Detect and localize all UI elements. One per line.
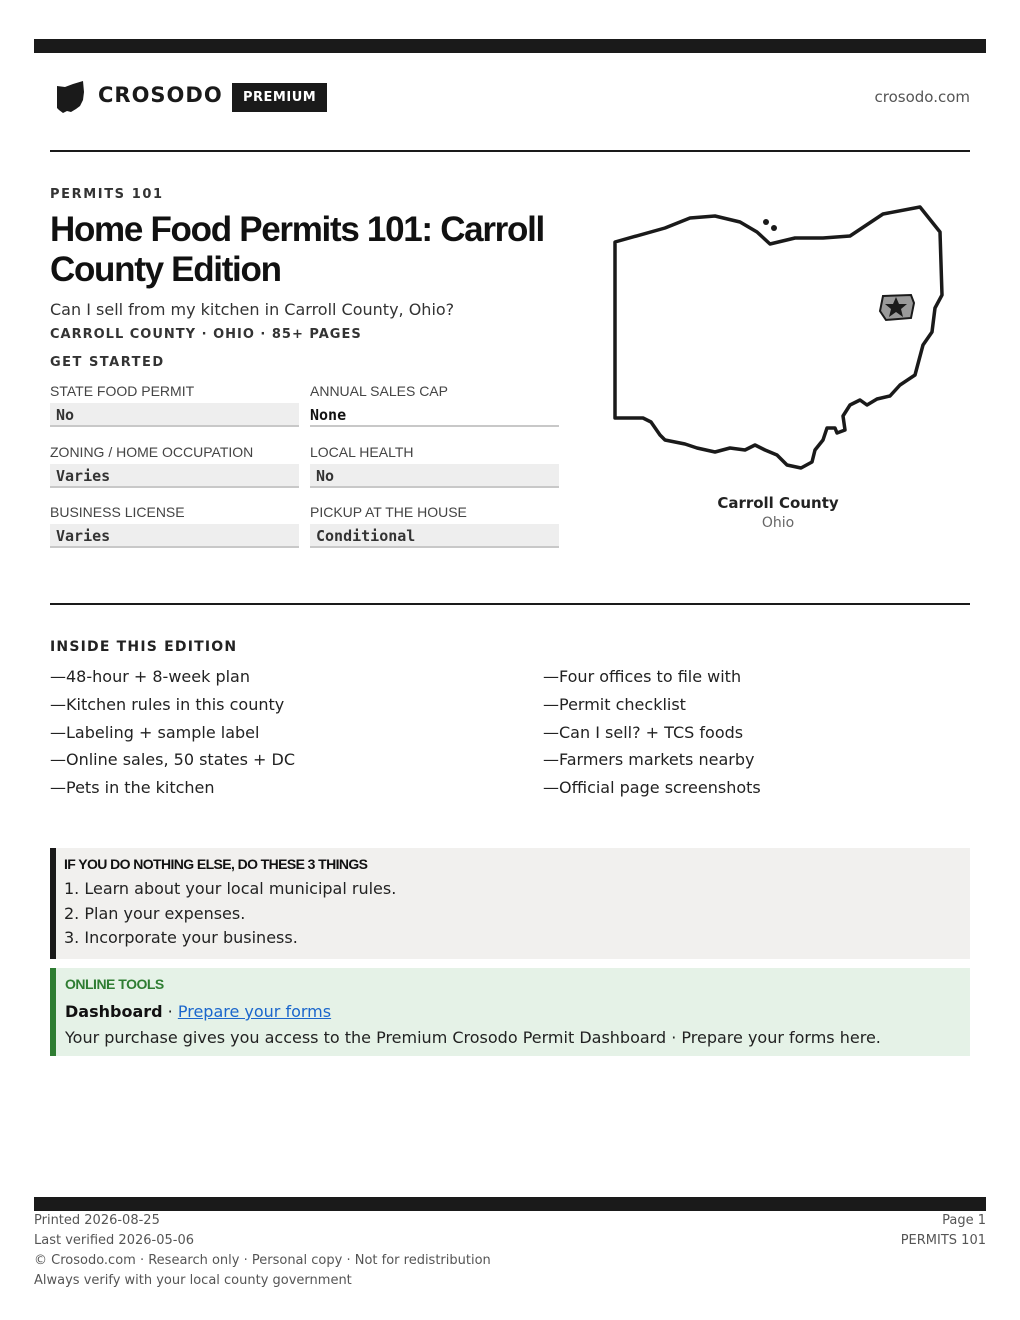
ohio-state-icon bbox=[55, 80, 85, 114]
tools-links-line bbox=[65, 1001, 970, 1027]
fact-value: Conditional bbox=[310, 524, 559, 548]
callout-title: IF YOU DO NOTHING ELSE, DO THESE 3 THINGS bbox=[64, 856, 368, 872]
fact-pickup-at-house bbox=[310, 503, 559, 555]
page-number: Page 1 bbox=[942, 1213, 986, 1228]
separator: · bbox=[162, 1002, 178, 1021]
fact-label: BUSINESS LICENSE bbox=[50, 504, 185, 520]
fact-label: STATE FOOD PERMIT bbox=[50, 383, 195, 399]
fact-zoning bbox=[50, 443, 299, 495]
verified-date: Last verified 2026-05-06 bbox=[34, 1233, 194, 1248]
toc-item: —Can I sell? + TCS foods bbox=[543, 722, 744, 742]
toc-item: —Online sales, 50 states + DC bbox=[50, 750, 296, 770]
fact-label: PICKUP AT THE HOUSE bbox=[310, 504, 467, 520]
fact-annual-sales-cap bbox=[310, 382, 559, 434]
header-divider bbox=[50, 150, 970, 152]
page-header bbox=[50, 78, 970, 118]
map-county-label: Carroll County bbox=[717, 494, 839, 512]
page-subtitle: Can I sell from my kitchen in Carroll County, Ohio? bbox=[50, 300, 455, 319]
section-divider bbox=[50, 603, 970, 605]
callout-item: 1. Learn about your local municipal rules. bbox=[64, 879, 397, 898]
fact-state-food-permit bbox=[50, 382, 299, 434]
dashboard-label: Dashboard bbox=[65, 1002, 163, 1021]
ohio-map bbox=[605, 200, 950, 480]
lake-island bbox=[763, 219, 769, 225]
toc-left-column bbox=[50, 665, 490, 804]
toc-item: —Permit checklist bbox=[543, 694, 686, 714]
priority-callout bbox=[50, 848, 970, 959]
disclaimer: Always verify with your local county government bbox=[34, 1273, 352, 1288]
toc-item: —Pets in the kitchen bbox=[50, 778, 215, 798]
toc-item: —Four offices to file with bbox=[543, 667, 742, 686]
fact-value: Varies bbox=[50, 524, 299, 548]
fact-business-license bbox=[50, 503, 299, 555]
prepare-forms-link[interactable]: Prepare your forms bbox=[177, 1002, 332, 1021]
fact-label: ZONING / HOME OCCUPATION bbox=[50, 444, 254, 460]
copyright: © Crosodo.com · Research only · Personal copy · Not for redistribution bbox=[34, 1253, 491, 1268]
footer-right bbox=[901, 1211, 986, 1251]
top-bar bbox=[34, 39, 986, 53]
callout-item: 3. Incorporate your business. bbox=[64, 928, 298, 947]
kicker: PERMITS 101 bbox=[50, 187, 164, 202]
footer-left bbox=[34, 1211, 491, 1291]
lake-island bbox=[771, 225, 777, 231]
inside-edition-title: INSIDE THIS EDITION bbox=[50, 639, 238, 655]
fact-value: Varies bbox=[50, 464, 299, 488]
callout-item: 2. Plan your expenses. bbox=[64, 903, 246, 923]
tools-description: Your purchase gives you access to the Premium Crosodo Permit Dashboard · Prepare your forms here. bbox=[65, 1028, 881, 1047]
fact-label: LOCAL HEALTH bbox=[310, 444, 414, 460]
footer-section: PERMITS 101 bbox=[900, 1233, 986, 1248]
toc-item: —Labeling + sample label bbox=[50, 722, 260, 742]
fact-value: No bbox=[310, 464, 559, 488]
map-state-label: Ohio bbox=[761, 515, 795, 531]
tools-title: ONLINE TOOLS bbox=[65, 976, 164, 992]
toc-right-column bbox=[543, 665, 983, 804]
fact-value: No bbox=[50, 403, 299, 427]
brand-name[interactable]: CROSODO bbox=[98, 83, 223, 107]
toc-item: —Official page screenshots bbox=[543, 778, 761, 798]
fact-local-health bbox=[310, 443, 559, 495]
premium-badge: PREMIUM bbox=[232, 83, 327, 112]
printed-date: Printed 2026-08-25 bbox=[34, 1213, 160, 1228]
section-label-get-started: GET STARTED bbox=[50, 355, 165, 370]
toc-item: —48-hour + 8-week plan bbox=[50, 667, 250, 686]
fact-label: ANNUAL SALES CAP bbox=[310, 383, 448, 399]
page-title: Home Food Permits 101: Carroll County Edition bbox=[50, 210, 544, 289]
site-url[interactable]: crosodo.com bbox=[874, 88, 970, 106]
toc-item: —Farmers markets nearby bbox=[543, 750, 755, 770]
fact-value: None bbox=[310, 403, 559, 427]
bottom-bar bbox=[34, 1197, 986, 1211]
online-tools-box bbox=[50, 968, 970, 1056]
toc-item: —Kitchen rules in this county bbox=[50, 694, 285, 714]
edition-meta: CARROLL COUNTY · OHIO · 85+ PAGES bbox=[50, 327, 362, 342]
ohio-outline bbox=[615, 207, 942, 468]
